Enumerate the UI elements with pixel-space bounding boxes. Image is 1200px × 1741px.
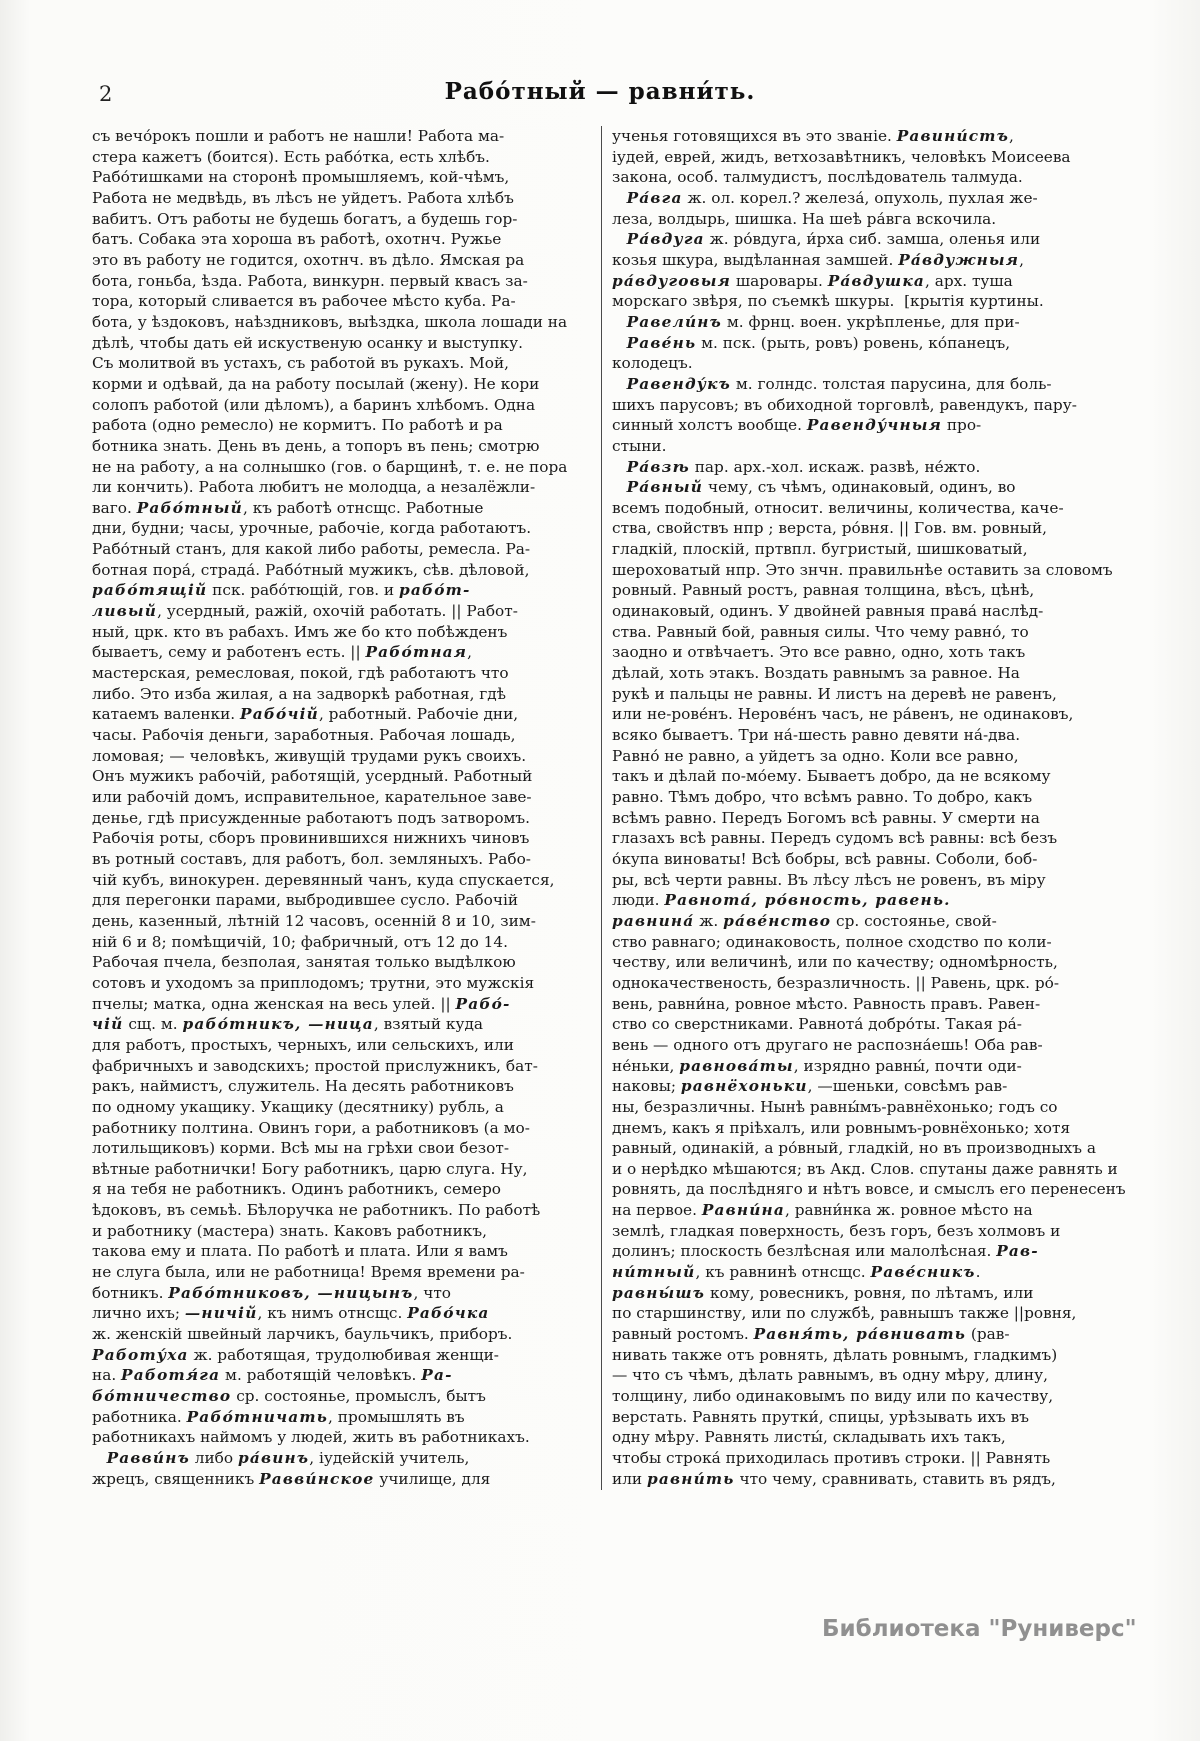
text-line: батъ. Собака эта хороша въ работѣ, охотнч. Ружье xyxy=(92,230,502,249)
text-line: всѣмъ равно. Передъ Богомъ всѣ равны. У смерти на xyxy=(612,808,1040,827)
text-line: леза, волдырь, шишка. На шеѣ ра́вга вскочила. xyxy=(612,209,997,228)
text-line: честву, или величинѣ, или по качеству; одномѣрность, xyxy=(612,953,1058,972)
text-line: Рабочія роты, сборъ провинившихся нижнихъ чиновъ xyxy=(92,829,530,848)
text-line: денье, гдѣ присужденные работаютъ подъ затворомъ. xyxy=(92,808,531,827)
text-line: Онъ мужикъ рабочій, работящій, усердный. Работный xyxy=(92,767,533,786)
text-line: Ра́взѣ пар. арх.-хол. искаж. развѣ, не́жто. xyxy=(626,457,981,476)
text-line: іудей, еврей, жидъ, ветхозавѣтникъ, человѣкъ Моисеева xyxy=(612,147,1071,166)
text-line: или равни́ть что чему, сравнивать, ставить въ рядъ, xyxy=(612,1469,1056,1488)
text-line: рабо́тящій пск. рабо́тющій, гов. и рабо́т- xyxy=(92,581,471,600)
text-line: не́ньки, равнова́ты, изрядно равны́, почти оди- xyxy=(612,1056,1022,1075)
text-line: бо́тничество ср. состоянье, промыслъ, бытъ xyxy=(92,1387,486,1406)
text-line: вень — одного отъ другаго не распозна́ешь! Оба рав- xyxy=(612,1035,1043,1054)
page-header-title: Рабо́тный — равни́ть. xyxy=(444,78,756,105)
text-line: ботная пора́, страда́. Рабо́тный мужикъ, сѣв. дѣловой, xyxy=(92,560,530,579)
text-line: одну мѣру. Равнять листы́, складывать ихъ такъ, xyxy=(612,1428,1006,1447)
text-line: о́купа виноваты! Всѣ бобры, всѣ равны. Соболи, боб- xyxy=(612,849,1038,868)
text-line: вень, равни́на, ровное мѣсто. Равность правъ. Равен- xyxy=(612,994,1041,1013)
text-line: мастерская, ремесловая, покой, гдѣ работаютъ что xyxy=(92,664,509,683)
text-line: однокачественость, безразличность. || Равень, црк. ро́- xyxy=(612,973,1060,992)
text-line: ботникъ. Рабо́тниковъ, —ницынъ, что xyxy=(92,1283,452,1302)
text-line: лично ихъ; —ничій, къ нимъ отнсщс. Рабо́чка xyxy=(92,1304,490,1323)
text-line: это въ работу не годится, охотнч. въ дѣло. Ямская ра xyxy=(92,250,525,269)
text-line: бота, у ѣздоковъ, наѣздниковъ, выѣздка, школа лошади на xyxy=(92,312,568,331)
text-line: равно. Тѣмъ добро, что всѣмъ равно. То добро, какъ xyxy=(612,788,1033,806)
text-line: равнина́ ж. ра́ве́нство ср. состоянье, свой- xyxy=(612,911,997,930)
text-line: синный холстъ вообще. Равенду́чныя про- xyxy=(612,416,982,435)
text-line: не на работу, а на солнышко (гов. о барщинѣ, т. е. не пора xyxy=(92,457,568,476)
text-line: ровный. Равный ростъ, равная толщина, вѣсъ, цѣнѣ, xyxy=(612,581,1035,600)
text-line: гладкій, плоскій, пртвпл. бугристый, шишковатый, xyxy=(612,540,1028,559)
text-line: катаемъ валенки. Рабо́чій, работный. Рабочіе дни, xyxy=(92,705,519,724)
text-line: козья шкура, выдѣланная замшей. Ра́вдужныя, xyxy=(612,250,1025,269)
text-column-left xyxy=(92,126,594,1489)
text-line: съ вечо́рокъ пошли и работъ не нашли! Работа ма- xyxy=(92,127,505,145)
text-line: дни, будни; часы, урочные, рабочіе, когда работаютъ. xyxy=(92,519,532,538)
text-line: такъ и дѣлай по-мо́ему. Бываетъ добро, да не всякому xyxy=(612,767,1051,786)
text-line: колодецъ. xyxy=(612,354,693,373)
text-line: и работнику (мастера) знать. Каковъ работникъ, xyxy=(92,1221,487,1240)
text-line: тора, который сливается въ рабочее мѣсто куба. Ра- xyxy=(92,292,516,311)
text-line: ство со сверстниками. Равнота́ добро́ты. Такая ра́- xyxy=(612,1015,1022,1034)
text-line: стера кажетъ (боится). Есть рабо́тка, есть хлѣбъ. xyxy=(92,147,490,166)
text-line: нивать также отъ ровнять, дѣлать ровнымъ, гладкимъ) xyxy=(612,1345,1058,1364)
text-line: Равно́ не равно, а уйдетъ за одно. Коли все равно, xyxy=(612,746,1019,765)
text-line: день, казенный, лѣтній 12 часовъ, осенній 8 и 10, зим- xyxy=(92,911,536,930)
text-line: либо. Это изба жилая, а на задворкѣ работная, гдѣ xyxy=(92,684,506,703)
text-line: Ра́вный чему, съ чѣмъ, одинаковый, одинъ, во xyxy=(626,478,1016,497)
text-line: сотовъ и уходомъ за приплодомъ; трутни, это мужскія xyxy=(92,973,535,992)
text-line: ства. Равный бой, равныя силы. Что чему равно́, то xyxy=(612,622,1029,641)
text-line: морскаго звѣря, по съемкѣ шкуры. [крытія куртины. xyxy=(612,292,1044,311)
text-line: корми и одѣвай, да на работу посылай (жену). Не кори xyxy=(92,374,540,393)
text-line: для работъ, простыхъ, черныхъ, или сельскихъ, или xyxy=(92,1035,514,1054)
text-line: ній 6 и 8; помѣщичій, 10; фабричный, отъ 12 до 14. xyxy=(92,932,509,951)
text-line: ли кончить). Работа любитъ не молодца, а незалёжли- xyxy=(92,478,536,497)
text-line: ломовая; — человѣкъ, живущій трудами рукъ своихъ. xyxy=(92,746,527,765)
text-line: или рабочій домъ, исправительное, карательное заве- xyxy=(92,788,532,806)
text-line: чій кубъ, винокурен. деревянный чанъ, куда спускается, xyxy=(92,870,555,889)
text-line: заодно и отвѣчаетъ. Это все равно, одно, хоть такъ xyxy=(612,643,1026,662)
text-line: ни́тный, къ равнинѣ отнсщс. Раве́сникъ. xyxy=(612,1263,981,1282)
text-line: Рабо́тишками на сторонѣ промышляемъ, кой-чѣмъ, xyxy=(92,168,510,187)
text-line: вѣтные работнички! Богу работникъ, царю слуга. Ну, xyxy=(92,1159,528,1178)
text-column-right xyxy=(612,126,1126,1489)
text-line: одинаковый, одинъ. У двойней равныя права́ наслѣд- xyxy=(612,602,1044,621)
text-line: такова ему и плата. По работѣ и плата. Или я вамъ xyxy=(92,1242,508,1261)
text-line: не слуга была, или не работница! Время времени ра- xyxy=(92,1263,525,1282)
text-line: ливый, усердный, ражій, охочій работать. || Работ- xyxy=(92,602,518,621)
text-line: стыни. xyxy=(612,436,667,455)
text-line: бываетъ, сему и работенъ есть. || Рабо́тная, xyxy=(92,643,473,662)
text-line: бота, гоньба, ѣзда. Работа, винкурн. первый квасъ за- xyxy=(92,271,528,290)
text-line: Ра́вга ж. ол. корел.? железа́, опухоль, пухлая же- xyxy=(626,188,1038,207)
text-line: всяко бываетъ. Три на́-шесть равно девяти на́-два. xyxy=(612,726,1021,745)
text-line: жрецъ, священникъ Равви́нское училище, для xyxy=(92,1469,491,1488)
text-line: по старшинству, или по службѣ, равнышъ также ||ровня, xyxy=(612,1304,1077,1323)
text-line: Работу́ха ж. работящая, трудолюбивая женщи- xyxy=(92,1345,499,1364)
text-line: Рабо́тный станъ, для какой либо работы, ремесла. Ра- xyxy=(92,540,531,559)
text-line: я на тебя не работникъ. Одинъ работникъ, семеро xyxy=(92,1180,501,1199)
text-line: — что съ чѣмъ, дѣлать равнымъ, въ одну мѣру, длину, xyxy=(612,1366,1048,1385)
text-line: ство равнаго; одинаковость, полное сходство по коли- xyxy=(612,932,1052,951)
text-line: ѣдоковъ, въ семьѣ. Бѣлоручка не работникъ. По работѣ xyxy=(92,1201,541,1220)
text-line: землѣ, гладкая поверхность, безъ горъ, безъ холмовъ и xyxy=(612,1221,1061,1240)
text-line: работникахъ наймомъ у людей, жить въ работникахъ. xyxy=(92,1428,530,1447)
text-line: ры, всѣ черти равны. Въ лѣсу лѣсъ не ровенъ, въ міру xyxy=(612,870,1046,889)
text-line: Рабочая пчела, безполая, занятая только выдѣлкою xyxy=(92,953,516,972)
text-line: верстать. Равнять прутки́, спицы, урѣзывать ихъ въ xyxy=(612,1407,1029,1426)
text-line: работнику полтина. Овинъ гори, а работниковъ (а мо- xyxy=(92,1118,530,1137)
text-line: чтобы строка́ приходилась противъ строки. || Равнять xyxy=(612,1449,1051,1467)
text-line: Съ молитвой въ устахъ, съ работой въ рукахъ. Мой, xyxy=(92,354,510,373)
column-divider xyxy=(601,126,602,1490)
text-line: Равели́нъ м. фрнц. воен. укрѣпленье, для при- xyxy=(626,312,1020,331)
text-line: ства, свойствъ нпр ; верста, ро́вня. || Гов. вм. ровный, xyxy=(612,519,1048,538)
text-line: Ра́вдуга ж. ро́вдуга, и́рха сиб. замша, оленья или xyxy=(626,230,1041,249)
text-line: фабричныхъ и заводскихъ; простой прислужникъ, бат- xyxy=(92,1056,538,1075)
text-line: ж. женскій швейный ларчикъ, баульчикъ, приборъ. xyxy=(92,1325,513,1344)
text-line: работа (одно ремесло) не кормитъ. По работѣ и ра xyxy=(92,416,503,435)
library-watermark: Библиотека "Руниверс" xyxy=(822,1616,1137,1642)
text-line: наковы; равнёхоньки, —шеньки, совсѣмъ рав- xyxy=(612,1077,1008,1096)
text-line: дѣлай, хоть этакъ. Воздать равнымъ за равное. На xyxy=(612,664,1020,683)
page-number: 2 xyxy=(99,82,113,106)
text-line: ны, безразличны. Нынѣ равны́мъ-равнёхонько; годъ со xyxy=(612,1097,1058,1116)
text-line: Равенду́къ м. голндс. толстая парусина, для боль- xyxy=(626,374,1052,393)
text-line: ваго. Рабо́тный, къ работѣ отнсщс. Работные xyxy=(92,498,484,517)
text-line: часы. Рабочія деньги, заработныя. Рабочая лошадь, xyxy=(92,726,516,745)
text-line: днемъ, какъ я пріѣхалъ, или ровнымъ-ровнёхонько; хотя xyxy=(612,1118,1071,1137)
text-line: лотильщиковъ) корми. Всѣ мы на грѣхи свои безот- xyxy=(92,1139,509,1158)
text-line: для перегонки парами, выбродившее сусло. Рабочій xyxy=(92,891,519,910)
text-line: равный ростомъ. Равня́ть, ра́внивать (рав- xyxy=(612,1325,1010,1344)
text-line: вабитъ. Отъ работы не будешь богатъ, а будешь гор- xyxy=(92,209,518,228)
text-line: или не-рове́нъ. Нерове́нъ часъ, не ра́венъ, не одинаковъ, xyxy=(612,705,1074,724)
text-line: долинъ; плоскость безлѣсная или малолѣсная. Рав- xyxy=(612,1242,1039,1261)
text-line: закона, особ. талмудистъ, послѣдователь талмуда. xyxy=(612,168,1023,187)
text-line: всемъ подобный, относит. величины, количества, каче- xyxy=(612,498,1064,517)
text-line: ученья готовящихся въ это званіе. Равини́стъ, xyxy=(612,127,1014,145)
text-line: равны́шъ кому, ровесникъ, ровня, по лѣтамъ, или xyxy=(612,1283,1034,1302)
text-line: ботника знать. День въ день, а топоръ въ пень; смотрю xyxy=(92,436,540,455)
text-line: шихъ парусовъ; въ обиходной торговлѣ, равендукъ, пару- xyxy=(612,395,1077,414)
text-line: равный, одинакій, а ро́вный, гладкій, но въ производныхъ а xyxy=(612,1139,1097,1158)
text-line: въ ротный составъ, для работъ, бол. земляныхъ. Рабо- xyxy=(92,849,531,868)
text-line: толщину, либо одинаковымъ по виду или по качеству, xyxy=(612,1387,1054,1406)
text-line: чій сщ. м. рабо́тникъ, —ница, взятый куда xyxy=(92,1015,484,1034)
text-line: на. Работя́га м. работящій человѣкъ. Ра- xyxy=(92,1366,453,1385)
text-line: глазахъ всѣ равны. Передъ судомъ всѣ равны: всѣ безъ xyxy=(612,829,1058,848)
text-line: ный, црк. кто въ рабахъ. Имъ же бо кто побѣжденъ xyxy=(92,622,508,641)
text-line: ракъ, наймистъ, служитель. На десять работниковъ xyxy=(92,1077,514,1096)
text-line: по одному укащику. Укащику (десятнику) рубль, а xyxy=(92,1097,504,1116)
text-line: рукѣ и пальцы не равны. И листъ на деревѣ не равенъ, xyxy=(612,684,1057,703)
text-line: работника. Рабо́тничать, промышлять въ xyxy=(92,1407,465,1426)
text-line: Работа не медвѣдь, въ лѣсъ не уйдетъ. Работа хлѣбъ xyxy=(92,188,514,207)
text-line: и о нерѣдко мѣшаются; въ Акд. Слов. спутаны даже равнять и xyxy=(612,1159,1118,1178)
text-line: ровнять, да послѣдняго и нѣтъ вовсе, и смыслъ его перенесенъ xyxy=(612,1180,1126,1199)
text-line: ра́вдуговыя шаровары. Ра́вдушка, арх. туша xyxy=(612,271,1013,290)
text-line: Равви́нъ либо ра́винъ, іудейскій учитель, xyxy=(106,1449,470,1467)
text-line: дѣлѣ, чтобы дать ей искуственую осанку и выступку. xyxy=(92,333,524,352)
text-line: солопъ работой (или дѣломъ), а баринъ хлѣбомъ. Одна xyxy=(92,395,536,414)
text-line: шероховатый нпр. Это знчн. правильнѣе оставить за словомъ xyxy=(612,560,1113,579)
text-line: на первое. Равни́на, равни́нка ж. ровное мѣсто на xyxy=(612,1201,1033,1220)
text-line: Раве́нь м. пск. (рыть, ровъ) ровень, ко́панецъ, xyxy=(626,333,1011,352)
text-line: пчелы; матка, одна женская на весь улей. || Рабо́- xyxy=(92,994,511,1013)
text-line: люди. Равнота́, ро́вность, равень. xyxy=(612,891,951,910)
